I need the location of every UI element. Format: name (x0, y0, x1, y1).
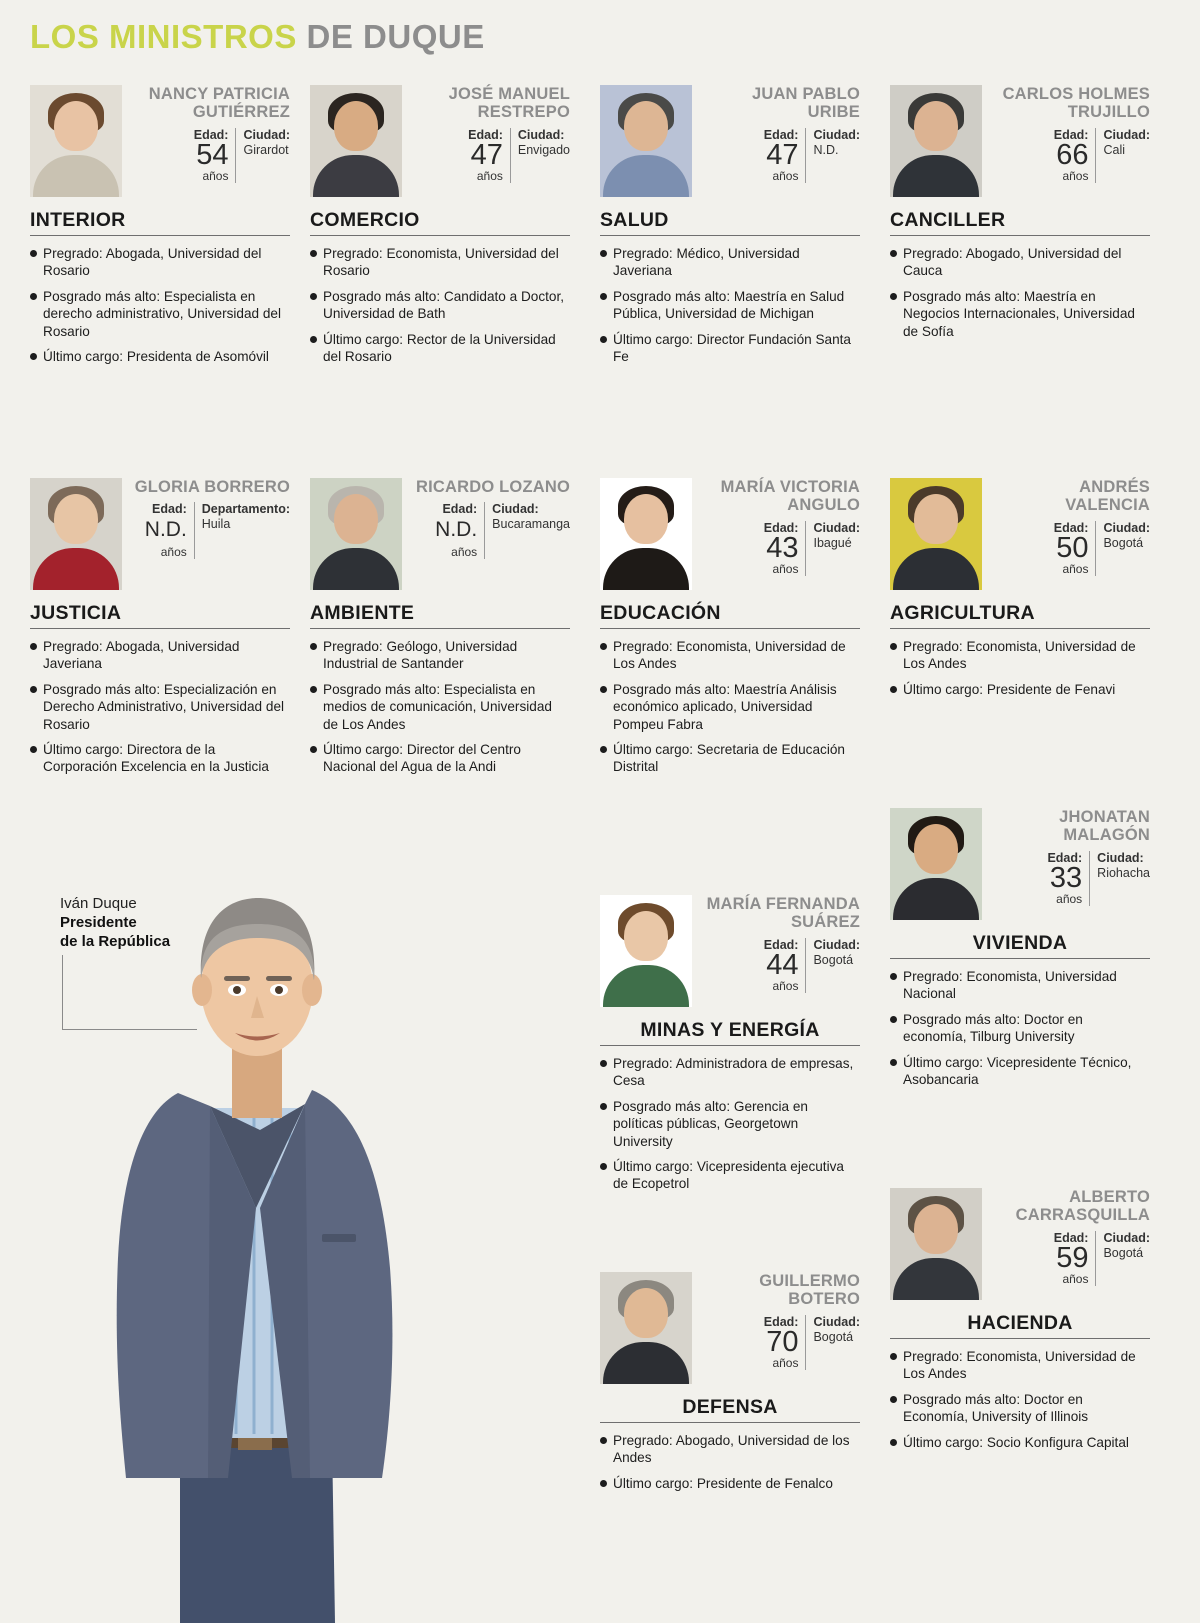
facts-list (890, 1348, 1150, 1451)
age-label: Edad: (1047, 850, 1083, 865)
list-item: Posgrado más alto: Doctor en economía, Tilburg University (890, 1011, 1150, 1046)
avatar (600, 85, 692, 197)
age-label: Edad: (1053, 127, 1089, 142)
meta-row (700, 128, 860, 184)
list-item: Pregrado: Geólogo, Universidad Industrial de Santander (310, 638, 570, 673)
president-role-line2: de la República (60, 932, 171, 950)
minister-name: JOSÉ MANUEL RESTREPO (448, 85, 570, 122)
name-block (692, 1272, 860, 1370)
minister-name: MARÍA FERNANDA SUÁREZ (706, 895, 860, 932)
age-unit: años (476, 169, 503, 184)
name-block (402, 85, 570, 183)
place-value: Bogotá (813, 1329, 854, 1344)
card-header (890, 85, 1150, 203)
place-block (195, 502, 290, 558)
meta-row (410, 502, 570, 558)
age-block (764, 1315, 807, 1371)
list-item: Último cargo: Directora de la Corporación Excelencia en la Justicia (30, 741, 290, 776)
age-value: 50 (1056, 531, 1089, 564)
age-unit: años (451, 544, 478, 559)
list-item: Último cargo: Director del Centro Nacional del Agua de la Andi (310, 741, 570, 776)
age-block (435, 502, 485, 558)
facts-list (600, 1432, 860, 1492)
list-item: Pregrado: Economista, Universidad del Rosario (310, 245, 570, 280)
place-label: Ciudad: (813, 520, 860, 535)
minister-name: JUAN PABLO URIBE (751, 85, 860, 122)
name-block (692, 478, 860, 576)
facts-list (890, 245, 1150, 340)
page-title (30, 18, 485, 56)
avatar (310, 85, 402, 197)
name-block (692, 85, 860, 183)
minister-name: GLORIA BORRERO (134, 478, 290, 496)
age-label: Edad: (763, 127, 799, 142)
president-photo (60, 878, 450, 1623)
list-item: Último cargo: Vicepresidente Técnico, Asobancaria (890, 1054, 1150, 1089)
facts-list (310, 638, 570, 776)
place-block (236, 128, 290, 184)
place-label: Ciudad: (813, 127, 860, 142)
avatar (30, 478, 122, 590)
facts-list (890, 968, 1150, 1088)
avatar (600, 1272, 692, 1384)
title-accent: LOS MINISTROS (30, 18, 297, 55)
minister-card-vivienda (890, 808, 1150, 1096)
list-item: Posgrado más alto: Maestría en Negocios Internacionales, Universidad de Sofía (890, 288, 1150, 340)
minister-card-educacion (600, 478, 860, 784)
age-block (194, 128, 237, 184)
age-label: Edad: (763, 1314, 799, 1329)
sector-title: SALUD (600, 209, 860, 236)
facts-list (30, 638, 290, 776)
minister-card-ambiente (310, 478, 570, 784)
avatar (310, 478, 402, 590)
place-block (485, 502, 570, 558)
age-unit: años (1056, 892, 1083, 907)
place-value: Huila (201, 517, 231, 532)
name-block (982, 1188, 1150, 1286)
name-block (982, 808, 1150, 906)
meta-row (990, 521, 1150, 577)
list-item: Pregrado: Abogada, Universidad Javeriana (30, 638, 290, 673)
card-header (310, 478, 570, 596)
age-block (1054, 1231, 1097, 1287)
list-item: Último cargo: Socio Konfigura Capital (890, 1434, 1150, 1451)
facts-list (310, 245, 570, 365)
president-name: Iván Duque (60, 895, 137, 912)
title-rest: DE DUQUE (306, 18, 485, 55)
age-block (1047, 851, 1090, 907)
list-item: Último cargo: Presidente de Fenalco (600, 1475, 860, 1492)
minister-name: NANCY PATRICIA GUTIÉRREZ (148, 85, 290, 122)
age-value: 47 (470, 138, 503, 171)
place-label: Ciudad: (517, 127, 565, 142)
minister-card-justicia (30, 478, 290, 784)
place-label: Ciudad: (492, 502, 539, 517)
place-label: Ciudad: (1097, 850, 1144, 865)
age-label: Edad: (193, 127, 229, 142)
sector-title: COMERCIO (310, 209, 570, 236)
name-block (692, 895, 860, 993)
sector-title: DEFENSA (600, 1396, 860, 1423)
avatar (890, 808, 982, 920)
sector-title: AGRICULTURA (890, 602, 1150, 629)
age-label: Edad: (763, 520, 799, 535)
place-block (806, 521, 860, 577)
avatar (600, 895, 692, 1007)
list-item: Posgrado más alto: Especialista en derecho administrativo, Universidad del Rosario (30, 288, 290, 340)
place-label: Ciudad: (1103, 520, 1150, 535)
avatar (890, 1188, 982, 1300)
name-block (122, 478, 290, 559)
list-item: Posgrado más alto: Especialista en medios de comunicación, Universidad de Los Andes (310, 681, 570, 733)
age-unit: años (160, 544, 187, 559)
list-item: Pregrado: Economista, Universidad de Los Andes (600, 638, 860, 673)
place-block (1096, 521, 1150, 577)
list-item: Pregrado: Administradora de empresas, Cesa (600, 1055, 860, 1090)
card-header (600, 85, 860, 203)
card-header (30, 478, 290, 596)
facts-list (600, 245, 860, 365)
age-value: 44 (766, 948, 799, 981)
list-item: Último cargo: Rector de la Universidad del Rosario (310, 331, 570, 366)
list-item: Posgrado más alto: Candidato a Doctor, Universidad de Bath (310, 288, 570, 323)
facts-list (600, 638, 860, 776)
minister-name: ALBERTO CARRASQUILLA (1015, 1188, 1150, 1225)
minister-name: JHONATAN MALAGÓN (1059, 808, 1150, 845)
age-label: Edad: (1053, 1230, 1089, 1245)
age-unit: años (1062, 562, 1089, 577)
meta-row (700, 938, 860, 994)
name-block (982, 478, 1150, 576)
place-value: N.D. (813, 142, 839, 157)
sector-title: VIVIENDA (890, 932, 1150, 959)
sector-title: HACIENDA (890, 1312, 1150, 1339)
list-item: Pregrado: Economista, Universidad Nacional (890, 968, 1150, 1003)
minister-card-defensa (600, 1272, 860, 1500)
minister-name: MARÍA VICTORIA ANGULO (720, 478, 860, 515)
meta-row (130, 502, 290, 558)
list-item: Posgrado más alto: Gerencia en políticas públicas, Georgetown University (600, 1098, 860, 1150)
age-block (1054, 521, 1097, 577)
card-header (600, 895, 860, 1013)
list-item: Posgrado más alto: Maestría en Salud Pública, Universidad de Michigan (600, 288, 860, 323)
minister-name: GUILLERMO BOTERO (759, 1272, 860, 1309)
president-role-line1: Presidente (60, 913, 137, 931)
list-item: Posgrado más alto: Maestría Análisis económico aplicado, Universidad Pompeu Fabra (600, 681, 860, 733)
minister-name: RICARDO LOZANO (415, 478, 570, 496)
age-unit: años (202, 169, 229, 184)
meta-row (990, 851, 1150, 907)
place-value: Riohacha (1097, 865, 1150, 880)
age-block (1054, 128, 1097, 184)
name-block (982, 85, 1150, 183)
place-label: Ciudad: (813, 937, 860, 952)
age-value: 47 (766, 138, 799, 171)
list-item: Pregrado: Economista, Universidad de Los Andes (890, 1348, 1150, 1383)
age-unit: años (1062, 169, 1089, 184)
facts-list (890, 638, 1150, 698)
age-value: N.D. (144, 518, 187, 542)
card-header (890, 808, 1150, 926)
age-block (468, 128, 511, 184)
minister-card-interior (30, 85, 290, 373)
place-value: Bogotá (1103, 535, 1144, 550)
place-value: Bogotá (1103, 1245, 1144, 1260)
place-block (1090, 851, 1150, 907)
minister-name: ANDRÉS VALENCIA (1065, 478, 1150, 515)
place-label: Ciudad: (813, 1314, 860, 1329)
minister-card-minas (600, 895, 860, 1201)
sector-title: INTERIOR (30, 209, 290, 236)
place-label: Ciudad: (243, 127, 290, 142)
avatar (890, 478, 982, 590)
facts-list (30, 245, 290, 365)
meta-row (130, 128, 290, 184)
place-value: Ibagué (813, 535, 852, 550)
minister-name: CARLOS HOLMES TRUJILLO (1002, 85, 1150, 122)
list-item: Último cargo: Director Fundación Santa Fe (600, 331, 860, 366)
list-item: Posgrado más alto: Doctor en Economía, University of Illinois (890, 1391, 1150, 1426)
place-block (806, 128, 860, 184)
meta-row (700, 1315, 860, 1371)
place-label: Ciudad: (1103, 1230, 1150, 1245)
place-block (511, 128, 570, 184)
place-block (1096, 1231, 1150, 1287)
sector-title: EDUCACIÓN (600, 602, 860, 629)
age-label: Edad: (442, 502, 478, 517)
place-value: Girardot (243, 142, 289, 157)
meta-row (990, 1231, 1150, 1287)
age-label: Edad: (1053, 520, 1089, 535)
card-header (30, 85, 290, 203)
minister-card-canciller (890, 85, 1150, 348)
card-header (890, 1188, 1150, 1306)
place-block (806, 1315, 860, 1371)
meta-row (410, 128, 570, 184)
age-unit: años (1062, 1272, 1089, 1287)
age-unit: años (772, 1356, 799, 1371)
age-value: 33 (1049, 861, 1083, 894)
age-block (764, 521, 807, 577)
name-block (122, 85, 290, 183)
sector-title: CANCILLER (890, 209, 1150, 236)
list-item: Pregrado: Abogado, Universidad del Cauca (890, 245, 1150, 280)
age-value: 66 (1056, 138, 1089, 171)
age-value: 54 (196, 138, 229, 171)
place-label: Departamento: (201, 502, 290, 517)
place-value: Envigado (517, 142, 570, 157)
place-block (1096, 128, 1150, 184)
age-unit: años (772, 562, 799, 577)
minister-card-salud (600, 85, 860, 373)
card-header (890, 478, 1150, 596)
list-item: Último cargo: Vicepresidenta ejecutiva de Ecopetrol (600, 1158, 860, 1193)
list-item: Último cargo: Presidenta de Asomóvil (30, 348, 290, 365)
list-item: Pregrado: Abogada, Universidad del Rosario (30, 245, 290, 280)
minister-card-comercio (310, 85, 570, 373)
age-block (764, 938, 807, 994)
card-header (310, 85, 570, 203)
avatar (30, 85, 122, 197)
list-item: Último cargo: Secretaria de Educación Distrital (600, 741, 860, 776)
meta-row (700, 521, 860, 577)
avatar (600, 478, 692, 590)
age-block (764, 128, 807, 184)
list-item: Pregrado: Economista, Universidad de Los Andes (890, 638, 1150, 673)
facts-list (600, 1055, 860, 1193)
sector-title: JUSTICIA (30, 602, 290, 629)
card-header (600, 478, 860, 596)
list-item: Pregrado: Abogado, Universidad de los Andes (600, 1432, 860, 1467)
age-unit: años (772, 979, 799, 994)
age-label: Edad: (152, 502, 187, 517)
age-label: Edad: (468, 127, 503, 142)
card-header (600, 1272, 860, 1390)
place-value: Cali (1103, 142, 1126, 157)
name-block (402, 478, 570, 559)
meta-row (990, 128, 1150, 184)
age-unit: años (772, 169, 799, 184)
sector-title: MINAS Y ENERGÍA (600, 1019, 860, 1046)
age-block (145, 502, 195, 558)
age-label: Edad: (763, 937, 799, 952)
avatar (890, 85, 982, 197)
age-value: 59 (1056, 1241, 1089, 1274)
minister-card-hacienda (890, 1188, 1150, 1459)
list-item: Pregrado: Médico, Universidad Javeriana (600, 245, 860, 280)
minister-card-agricultura (890, 478, 1150, 706)
age-value: 43 (766, 531, 799, 564)
list-item: Posgrado más alto: Especialización en Derecho Administrativo, Universidad del Rosario (30, 681, 290, 733)
age-value: 70 (766, 1325, 799, 1358)
age-value: N.D. (435, 518, 478, 542)
place-value: Bucaramanga (492, 517, 570, 532)
place-block (806, 938, 860, 994)
list-item: Último cargo: Presidente de Fenavi (890, 681, 1150, 698)
sector-title: AMBIENTE (310, 602, 570, 629)
place-label: Ciudad: (1103, 127, 1150, 142)
place-value: Bogotá (813, 952, 854, 967)
